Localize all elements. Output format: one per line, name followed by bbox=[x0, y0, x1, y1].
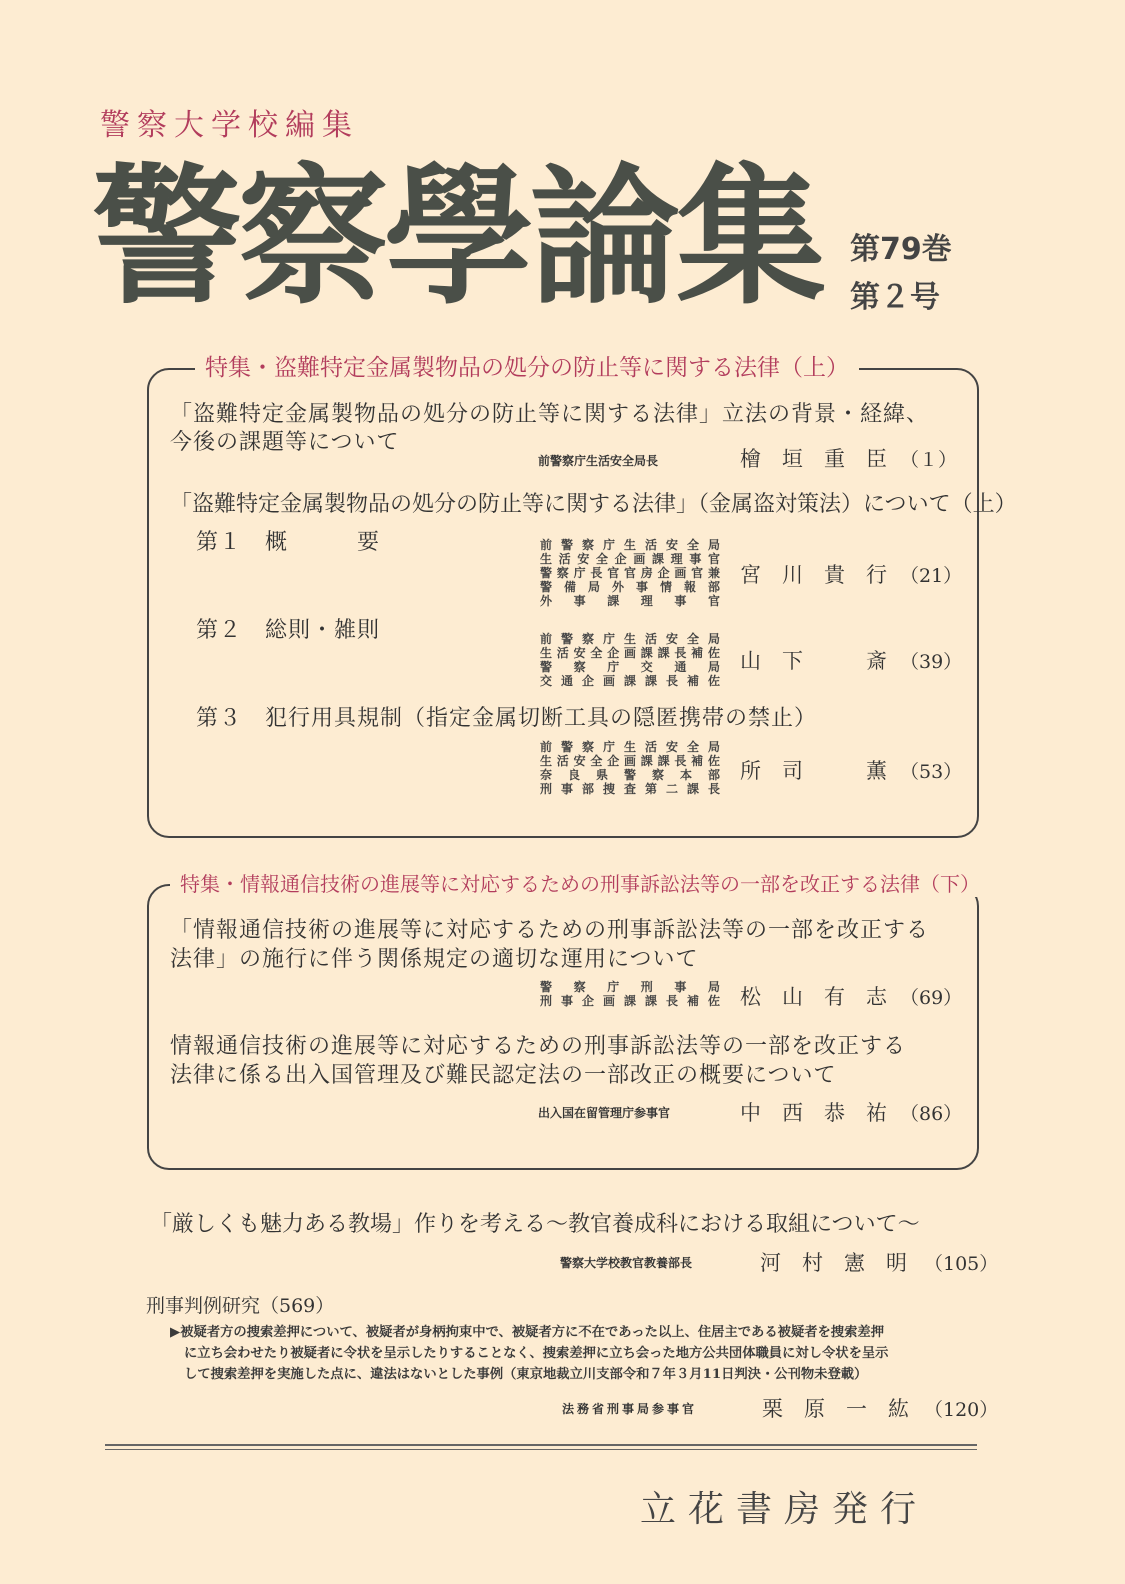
article-subtitle: 第２ 総則・雑則 bbox=[196, 618, 381, 643]
affiliation: 前警察庁生活安全局長 bbox=[538, 454, 659, 468]
page-number: （105） bbox=[924, 1253, 999, 1275]
volume: 第79巻 bbox=[850, 232, 952, 267]
article-title: 法律に係る出入国管理及び難民認定法の一部改正の概要について bbox=[170, 1063, 837, 1088]
article-title: 法律」の施行に伴う関係規定の適切な運用について bbox=[170, 947, 699, 972]
article-title: 情報通信技術の進展等に対応するための刑事訴訟法等の一部を改正する bbox=[170, 1034, 907, 1059]
issue: 第２号 bbox=[850, 280, 940, 315]
divider bbox=[105, 1444, 977, 1450]
page-number: （１） bbox=[900, 449, 958, 471]
affiliation: 警察庁刑事局 刑事企画課課長補佐 bbox=[540, 980, 720, 1008]
case-study-title: 刑事判例研究（569） bbox=[146, 1295, 335, 1317]
journal-title: 警察學論集 bbox=[92, 149, 823, 325]
case-summary: ▶被疑者方の捜索差押について、被疑者が身柄拘束中で、被疑者方に不在であった以上、住居主である被疑者を捜索差押 に立ち会わせたり被疑者に令状を呈示したりすることなく、捜索差押に立ち会った地方公共団体職員に対し令状を呈示 して捜索差押を実施した点に、違法はないとした事例（東京地裁立川支部令和７年３月11日判決・公刊物未登載） bbox=[170, 1325, 889, 1382]
article-title: 「盗難特定金属製物品の処分の防止等に関する法律」立法の背景・経緯、 bbox=[170, 402, 930, 427]
author: 河 村 憲 明 bbox=[760, 1251, 907, 1275]
article-title: 「厳しくも魅力ある教場」作りを考える～教官養成科における取組について～ bbox=[150, 1212, 920, 1237]
affiliation: 出入国在留管理庁参事官 bbox=[538, 1106, 671, 1120]
section-heading-1: 特集・盗難特定金属製物品の処分の防止等に関する法律（上） bbox=[195, 354, 859, 382]
affiliation: 警察大学校教官教養部長 bbox=[560, 1256, 693, 1270]
editor-label: 警察大学校編集 bbox=[100, 108, 359, 143]
article-subtitle: 第３ 犯行用具規制（指定金属切断工具の隠匿携帯の禁止） bbox=[196, 706, 818, 731]
author: 松 山 有 志 bbox=[740, 985, 887, 1009]
affiliation: 前警察庁生活安全局 生活安全企画課理事官 警察庁長官官房企画官兼 警備局外事情報部 外事課理事官 bbox=[540, 538, 720, 608]
page-number: （39） bbox=[900, 651, 963, 673]
page-number: （86） bbox=[900, 1103, 963, 1125]
article-title: 「盗難特定金属製物品の処分の防止等に関する法律」（金属盗対策法）について（上） bbox=[170, 492, 1017, 517]
article-title: 「情報通信技術の進展等に対応するための刑事訴訟法等の一部を改正する bbox=[170, 918, 930, 943]
author: 檜 垣 重 臣 bbox=[740, 447, 887, 471]
section-heading-2: 特集・情報通信技術の進展等に対応するための刑事訴訟法等の一部を改正する法律（下） bbox=[170, 871, 990, 897]
affiliation: 法務省刑事局参事官 bbox=[562, 1402, 698, 1416]
affiliation: 前警察庁生活安全局 生活安全企画課課長補佐 警察庁交通局 交通企画課課長補佐 bbox=[540, 632, 720, 688]
page-number: （120） bbox=[924, 1399, 999, 1421]
affiliation: 前警察庁生活安全局 生活安全企画課課長補佐 奈良県警察本部 刑事部捜査第二課長 bbox=[540, 740, 720, 796]
article-subtitle: 第１ 概 要 bbox=[196, 530, 381, 555]
publisher: 立花書房発行 bbox=[640, 1489, 929, 1530]
author: 栗 原 一 紘 bbox=[762, 1397, 909, 1421]
author: 所 司 薫 bbox=[740, 759, 887, 783]
page-number: （53） bbox=[900, 761, 963, 783]
author: 山 下 斎 bbox=[740, 649, 887, 673]
author: 中 西 恭 祐 bbox=[740, 1101, 887, 1125]
page-number: （21） bbox=[900, 565, 963, 587]
author: 宮 川 貴 行 bbox=[740, 563, 887, 587]
article-title: 今後の課題等について bbox=[170, 430, 400, 455]
page-number: （69） bbox=[900, 987, 963, 1009]
